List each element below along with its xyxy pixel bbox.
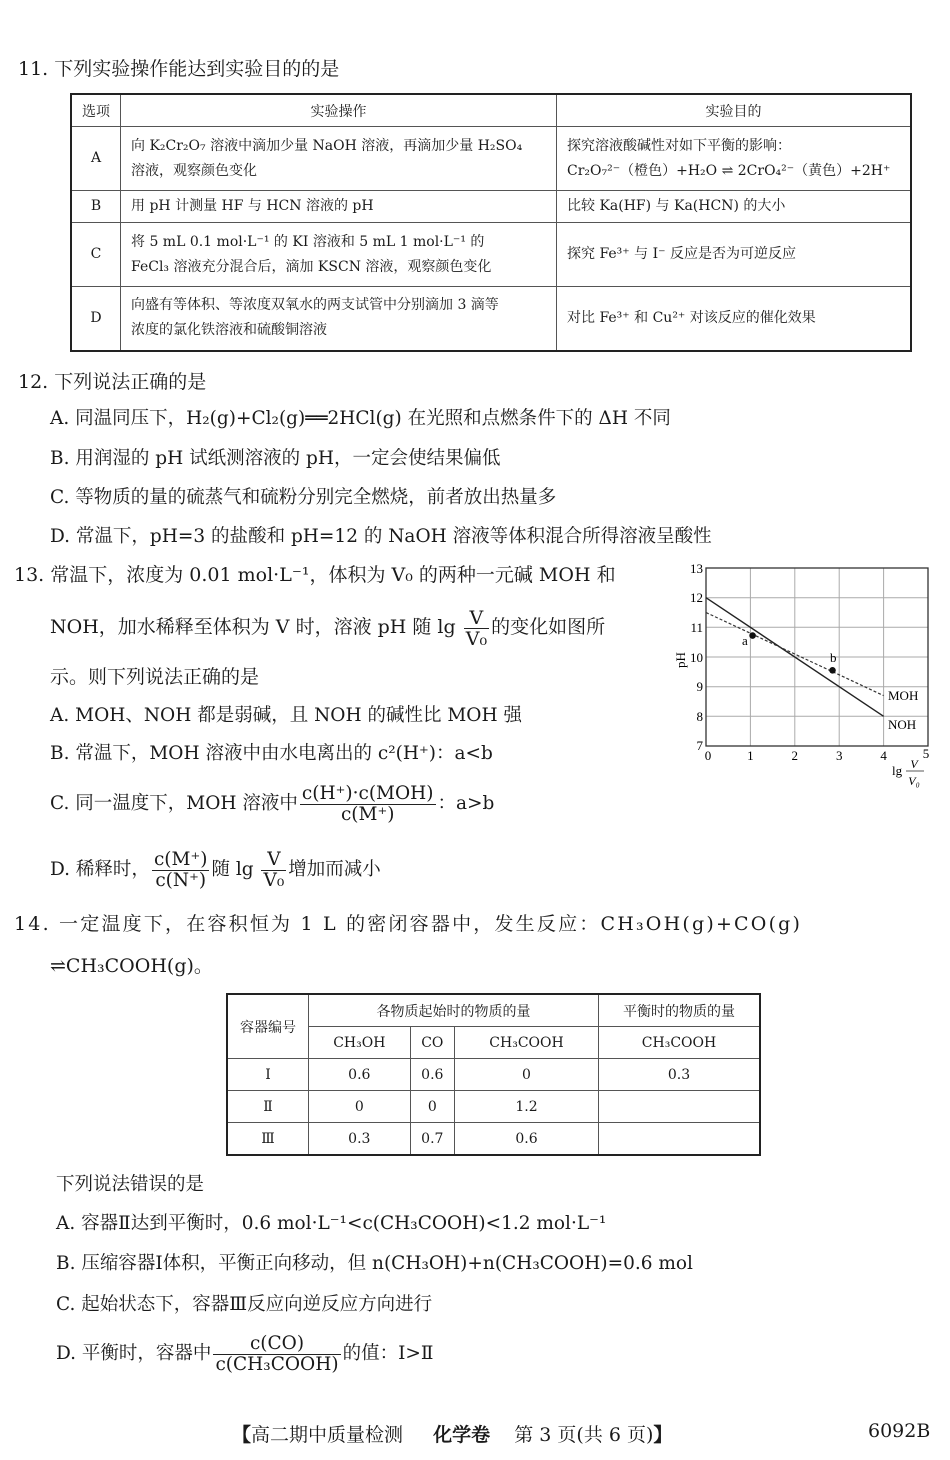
q13-stem-line2: NOH，加水稀释至体积为 V 时，溶液 pH 随 lg $\frac{V}{\text{V₀}}$ 的变化如图所 <box>50 606 606 650</box>
page-number: 第 3 页(共 6 页) <box>514 1424 654 1446</box>
q14-option-c: C. 起始状态下，容器Ⅲ反应向逆反应方向进行 <box>56 1294 433 1315</box>
table-cell: 1.2 <box>455 1091 599 1123</box>
q14-header-container: 容器编号 <box>227 994 309 1059</box>
q14-subheader: CO <box>410 1027 454 1059</box>
q11-row-operation: 向 K₂Cr₂O₇ 溶液中滴加少量 NaOH 溶液，再滴加少量 H₂SO₄ 溶液，观察颜色变化 <box>121 127 557 191</box>
q14-subheader: CH₃OH <box>309 1027 411 1059</box>
q13-option-c: C. 同一温度下，MOH 溶液中 $\frac{\text{c(H⁺)·c(MOH)}}{c(M^+)}$ ：a>b <box>50 782 495 825</box>
svg-text:V: V <box>910 757 918 771</box>
table-cell: 0.6 <box>410 1059 454 1091</box>
table-row <box>71 127 911 191</box>
q14-row-id: Ⅲ <box>227 1123 309 1156</box>
svg-text:lg: lg <box>892 763 903 778</box>
q14-stem-line2: ⇌CH₃COOH(g)。 <box>50 955 213 977</box>
svg-text:7: 7 <box>696 738 703 753</box>
table-cell: 0 <box>410 1091 454 1123</box>
q12-option-c: C. 等物质的量的硫蒸气和硫粉分别完全燃烧，前者放出热量多 <box>50 487 557 508</box>
table-row <box>71 287 911 351</box>
q14-stem-line1: 14. 一定温度下，在容积恒为 1 L 的密闭容器中，发生反应：CH₃OH(g)+CO(g) <box>14 913 803 935</box>
q14-subheader: CH₃COOH <box>455 1027 599 1059</box>
table-cell: 0 <box>309 1091 411 1123</box>
y-tick-labels <box>690 561 704 753</box>
svg-text:13: 13 <box>690 561 703 576</box>
svg-text:8: 8 <box>696 709 703 724</box>
point-a-label: a <box>742 633 748 648</box>
q11-row-key: B <box>71 191 121 223</box>
table-row <box>227 1059 760 1091</box>
q13-option-a: A. MOH、NOH 都是弱碱，且 NOH 的碱性比 MOH 强 <box>50 705 522 726</box>
svg-text:10: 10 <box>690 650 703 665</box>
table-cell <box>599 1123 761 1156</box>
q14-header-equilibrium: 平衡时的物质的量 <box>599 994 761 1027</box>
q11-header-option: 选项 <box>71 94 121 127</box>
q11-row-operation: 用 pH 计测量 HF 与 HCN 溶液的 pH <box>121 191 557 223</box>
q11-row-goal: 探究溶液酸碱性对如下平衡的影响： Cr₂O₇²⁻（橙色）+H₂O ⇌ 2CrO₄²⁻（黄色）+2H⁺ <box>557 127 912 191</box>
y-axis-label: pH <box>673 652 688 668</box>
paper-code: 6092B <box>868 1420 931 1442</box>
q13-stem-line3: 示。则下列说法正确的是 <box>50 666 260 688</box>
q11-row-operation: 将 5 mL 0.1 mol·L⁻¹ 的 KI 溶液和 5 mL 1 mol·L⁻¹ 的 FeCl₃ 溶液充分混合后，滴加 KSCN 溶液，观察颜色变化 <box>121 223 557 287</box>
table-row <box>71 191 911 223</box>
q11-header-operation: 实验操作 <box>121 94 557 127</box>
q11-header-goal: 实验目的 <box>557 94 912 127</box>
q13-option-d: D. 稀释时， $\frac{c(M^+)}{c(N^+)}$ 随 lg $\frac{V}{\text{V₀}}$ 增加而减小 <box>50 848 381 891</box>
q11-row-goal: 对比 Fe³⁺ 和 Cu²⁺ 对该反应的催化效果 <box>557 287 912 351</box>
point-a <box>749 632 756 639</box>
legend-moh: MOH <box>888 688 919 703</box>
svg-text:V₀: V₀ <box>908 774 920 788</box>
table-cell: 0.6 <box>455 1123 599 1156</box>
q11-row-goal: 探究 Fe³⁺ 与 I⁻ 反应是否为可逆反应 <box>557 223 912 287</box>
fraction: $\frac{\text{c(H⁺)·c(MOH)}}{c(M^+)}$ <box>301 782 434 825</box>
subject: 化学卷 <box>433 1424 491 1446</box>
exam-name: 高二期中质量检测 <box>251 1424 404 1446</box>
table-cell: 0.3 <box>599 1059 761 1091</box>
q11-row-key: D <box>71 287 121 351</box>
svg-text:11: 11 <box>690 620 703 635</box>
q14-row-id: Ⅱ <box>227 1091 309 1123</box>
q12-option-d: D. 常温下，pH=3 的盐酸和 pH=12 的 NaOH 溶液等体积混合所得溶液呈酸性 <box>50 526 712 547</box>
q14-header-initial: 各物质起始时的物质的量 <box>309 994 599 1027</box>
q11-stem: 11. 下列实验操作能达到实验目的的是 <box>18 58 340 80</box>
q12-option-a: A. 同温同压下，H₂(g)+Cl₂(g)══2HCl(g) 在光照和点燃条件下的 ΔH 不同 <box>50 408 671 429</box>
table-cell: 0 <box>455 1059 599 1091</box>
svg-text:0: 0 <box>704 748 712 763</box>
q12-option-b: B. 用润湿的 pH 试纸测溶液的 pH，一定会使结果偏低 <box>50 448 501 469</box>
q11-row-key: A <box>71 127 121 191</box>
q14-option-b: B. 压缩容器Ⅰ体积，平衡正向移动，但 n(CH₃OH)+n(CH₃COOH)=0.6 mol <box>56 1253 693 1274</box>
svg-text:12: 12 <box>690 590 703 605</box>
fraction-v-over-v0: $\frac{V}{\text{V₀}}$ <box>465 606 488 650</box>
x-axis-label <box>892 757 924 788</box>
q13-stem-line1: 13. 常温下，浓度为 0.01 mol·L⁻¹，体积为 V₀ 的两种一元碱 MOH 和 <box>14 564 616 586</box>
svg-text:3: 3 <box>835 748 843 763</box>
q14-subheader: CH₃COOH <box>599 1027 761 1059</box>
table-row <box>227 1123 760 1156</box>
table-cell <box>599 1091 761 1123</box>
table-row <box>71 223 911 287</box>
q11-row-key: C <box>71 223 121 287</box>
page-footer: 【高二期中质量检测 化学卷 第 3 页(共 6 页)】 <box>232 1424 673 1446</box>
x-tick-labels <box>705 746 930 763</box>
fraction: $\frac{c(CO)}{\text{c(CH₃COOH)}}$ <box>215 1332 339 1375</box>
q11-row-operation: 向盛有等体积、等浓度双氧水的两支试管中分别滴加 3 滴等 浓度的氯化铁溶液和硫酸铜溶液 <box>121 287 557 351</box>
q12-stem: 12. 下列说法正确的是 <box>18 371 207 393</box>
q13-option-b: B. 常温下，MOH 溶液中由水电离出的 c²(H⁺)：a<b <box>50 743 493 764</box>
q14-table <box>226 993 761 1156</box>
svg-text:9: 9 <box>696 679 703 694</box>
svg-text:2: 2 <box>791 748 799 763</box>
table-cell: 0.7 <box>410 1123 454 1156</box>
fraction: $\frac{c(M^+)}{c(N^+)}$ <box>153 848 208 891</box>
q11-table <box>70 93 912 352</box>
svg-text:1: 1 <box>747 748 754 763</box>
point-b-label: b <box>830 650 837 665</box>
q11-row-goal: 比较 Ka(HF) 与 Ka(HCN) 的大小 <box>557 191 912 223</box>
q14-row-id: Ⅰ <box>227 1059 309 1091</box>
table-row <box>227 1091 760 1123</box>
q14-sub-stem: 下列说法错误的是 <box>56 1174 205 1195</box>
q14-option-d: D. 平衡时，容器中 $\frac{c(CO)}{\text{c(CH₃COOH)}}$ 的值：Ⅰ>Ⅱ <box>56 1332 434 1375</box>
q14-option-a: A. 容器Ⅱ达到平衡时，0.6 mol·L⁻¹<c(CH₃COOH)<1.2 mol·L⁻¹ <box>56 1213 607 1234</box>
table-cell: 0.6 <box>309 1059 411 1091</box>
svg-text:5: 5 <box>922 746 930 761</box>
ph-dilution-chart <box>670 555 950 795</box>
legend-noh: NOH <box>888 717 917 732</box>
table-cell: 0.3 <box>309 1123 411 1156</box>
point-b <box>829 667 836 674</box>
svg-text:4: 4 <box>880 748 887 763</box>
fraction-v-over-v0: $\frac{V}{\text{V₀}}$ <box>263 848 285 891</box>
